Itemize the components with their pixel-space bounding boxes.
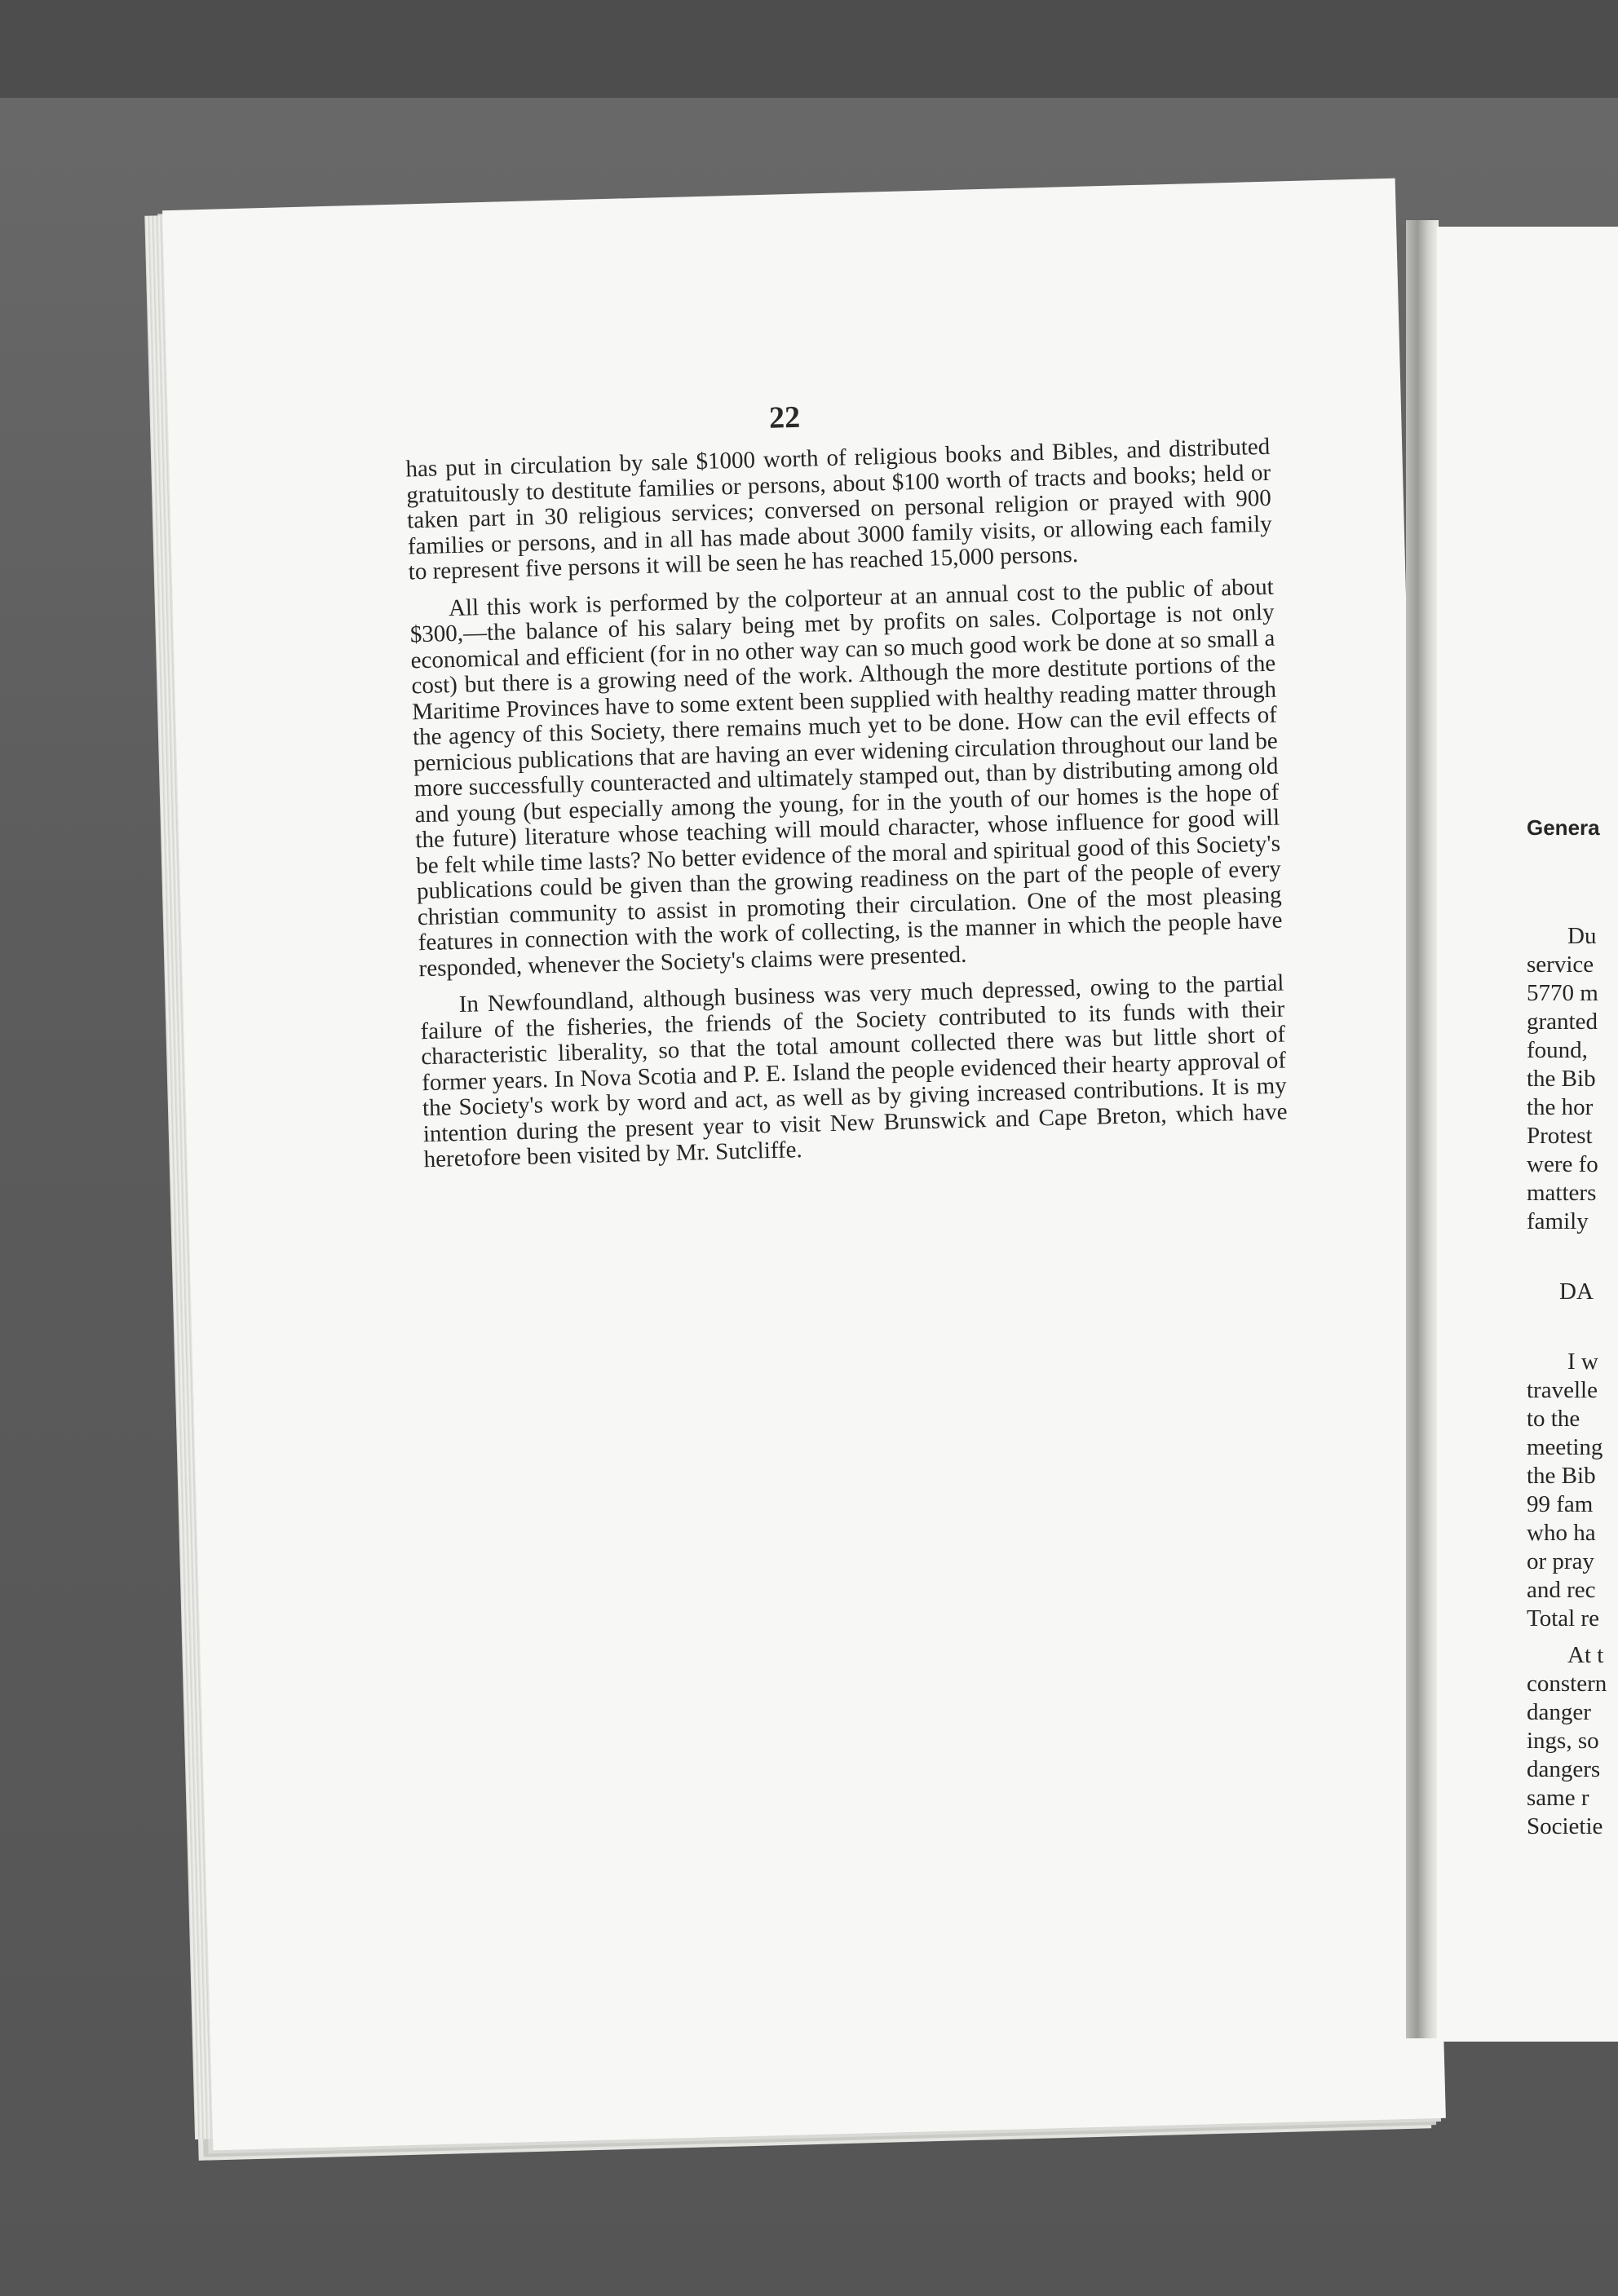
text-line-fragment: At t: [1567, 1642, 1604, 1668]
text-line-fragment: 5770 m: [1527, 980, 1598, 1006]
body-text: [405, 435, 1289, 1185]
text-line-fragment: Total re: [1527, 1605, 1599, 1631]
scan-top-strip: [0, 0, 1618, 98]
paragraph: has put in circulation by sale $1000 worth of religious books and Bibles, and distributed gratuitously to destitute families or persons, about $100 worth of tracts and books; held or taken part in 30 religious services; conversed on personal religion or prayed with 900 families or persons, and in all has made about 3000 family visits, or allowing each family to represent five persons it will be seen he has reached 15,000 persons.: [405, 433, 1273, 585]
text-line-fragment: 99 fam: [1527, 1491, 1594, 1517]
text-line-fragment: dangers: [1527, 1756, 1601, 1782]
text-line-fragment: Du: [1567, 923, 1597, 949]
text-line-fragment: who ha: [1527, 1520, 1596, 1546]
left-page: [162, 179, 1446, 2151]
text-line-fragment: danger: [1527, 1699, 1591, 1725]
section-heading-fragment: Genera: [1527, 815, 1600, 840]
text-line-fragment: the Bib: [1527, 1066, 1596, 1092]
text-line-fragment: Societie: [1527, 1813, 1603, 1839]
paragraph: In Newfoundland, although business was very much depressed, owing to the partial failure of the fisheries, the friends of the Society contributed to its funds with their characteristic liberality, so that the total amount collected there was but little short of former years. In Nova Scotia and P. E. Island the people evidenced their hearty approval of the Society's work by word and act, as well as by giving increased contributions. It is my intention during the present year to visit New Brunswick and Cape Breton, which have heretofore been visited by Mr. Sutcliffe.: [420, 969, 1288, 1173]
text-line-fragment: matters: [1527, 1180, 1597, 1206]
text-line-fragment: DA: [1559, 1278, 1594, 1305]
text-line-fragment: the Bib: [1527, 1463, 1596, 1489]
text-line-fragment: service: [1527, 952, 1594, 978]
text-line-fragment: I w: [1567, 1349, 1598, 1375]
right-page-fragment: [1437, 227, 1618, 2042]
text-line-fragment: found,: [1527, 1037, 1588, 1063]
text-line-fragment: the hor: [1527, 1094, 1594, 1120]
text-line-fragment: and rec: [1527, 1577, 1596, 1603]
text-line-fragment: meeting: [1527, 1434, 1603, 1460]
text-line-fragment: same r: [1527, 1785, 1589, 1811]
text-line-fragment: family: [1527, 1208, 1589, 1234]
text-line-fragment: travelle: [1527, 1377, 1598, 1403]
text-line-fragment: ings, so: [1527, 1728, 1599, 1754]
text-line-fragment: constern: [1527, 1671, 1607, 1697]
book-gutter: [1406, 220, 1439, 2038]
page-number: 22: [768, 400, 801, 435]
text-line-fragment: to the: [1527, 1406, 1580, 1432]
text-line-fragment: were fo: [1527, 1151, 1598, 1177]
text-line-fragment: or pray: [1527, 1548, 1594, 1574]
text-line-fragment: granted: [1527, 1009, 1598, 1035]
paragraph: All this work is performed by the colporteur at an annual cost to the public of about $300,—the balance of his salary being met by profits on sales. Colportage is not only economical and efficient (for in no other way can so much good work be done at so small a cost) but there is a growing need of the work. Although the more destitute portions of the Maritime Provinces have to some extent been supplied with healthy reading matter through the agency of this Society, there remains much yet to be done. How can the evil effects of pernicious publications that are having an ever widening circulation throughout our land be more successfully counteracted and ultimately stamped out, than by distributing among old and young (but especially among the young, for in the youth of our homes is the hope of the future) literature whose teaching will mould character, whose influence for good will be felt while time lasts? No better evidence of the moral and spiritual good of this Society's publications could be given than the growing readiness on the part of the people of every christian community to assist in promoting their circulation. One of the most pleasing features in connection with the work of collecting, is the manner in which the people have responded, whenever the Society's claims were presented.: [409, 573, 1283, 982]
text-line-fragment: Protest: [1527, 1123, 1593, 1149]
